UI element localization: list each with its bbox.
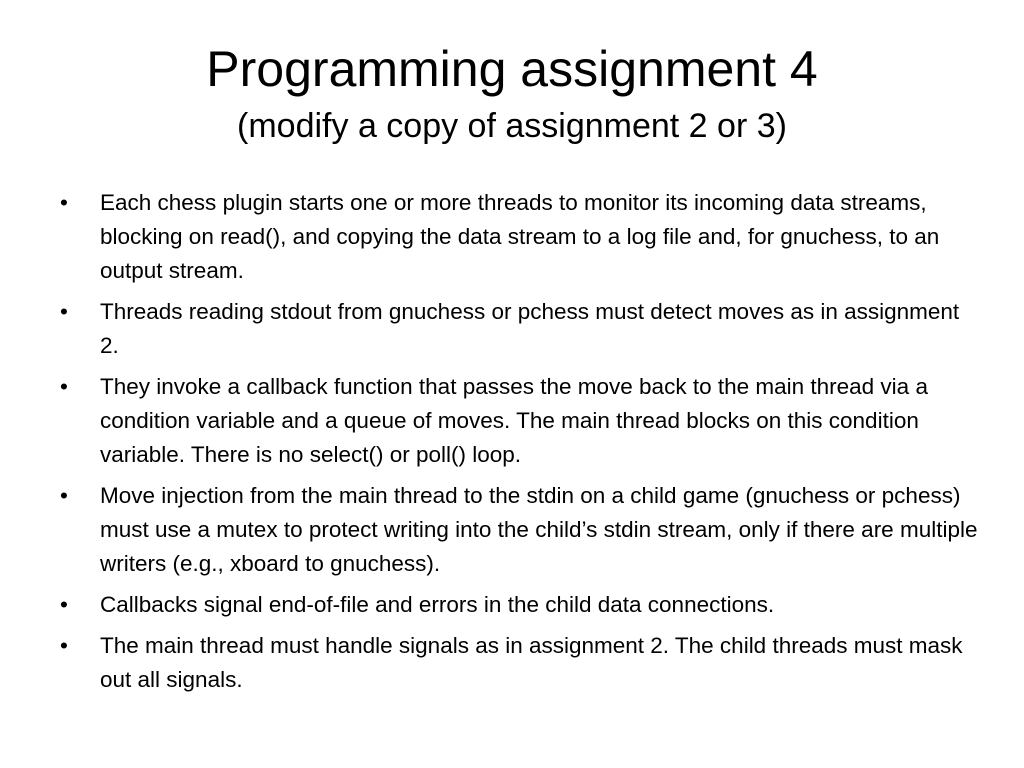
- bullet-list: [60, 186, 980, 704]
- bullet-icon: •: [60, 633, 68, 658]
- bullet-item: [60, 295, 980, 363]
- bullet-item: [60, 629, 980, 697]
- bullet-item: [60, 370, 980, 472]
- slide-title: Programming assignment 4: [206, 41, 818, 97]
- bullet-text: Each chess plugin starts one or more threads to monitor its incoming data streams, blocking on read(), and copying the data stream to a log file and, for gnuchess, to an output stream.: [100, 190, 940, 283]
- bullet-item: [60, 479, 980, 581]
- slide-subtitle: (modify a copy of assignment 2 or 3): [237, 107, 787, 145]
- bullet-icon: •: [60, 299, 68, 324]
- bullet-icon: •: [60, 374, 68, 399]
- bullet-icon: •: [60, 190, 68, 215]
- bullet-text: Threads reading stdout from gnuchess or pchess must detect moves as in assignment 2.: [100, 299, 960, 358]
- bullet-item: [60, 588, 980, 622]
- bullet-text: Callbacks signal end-of-file and errors in the child data connections.: [100, 592, 775, 617]
- bullet-item: [60, 186, 980, 288]
- bullet-icon: •: [60, 483, 68, 508]
- bullet-text: They invoke a callback function that passes the move back to the main thread via a condition variable and a queue of moves. The main thread blocks on this condition variable. There is no select() or poll() loop.: [100, 374, 928, 467]
- bullet-text: Move injection from the main thread to the stdin on a child game (gnuchess or pchess) must use a mutex to protect writing into the child’s stdin stream, only if there are multiple writers (e.g., xboard to gnuchess).: [100, 483, 978, 576]
- title-block: [60, 38, 964, 148]
- bullet-icon: •: [60, 592, 68, 617]
- bullet-text: The main thread must handle signals as in assignment 2. The child threads must mask out all signals.: [100, 633, 963, 692]
